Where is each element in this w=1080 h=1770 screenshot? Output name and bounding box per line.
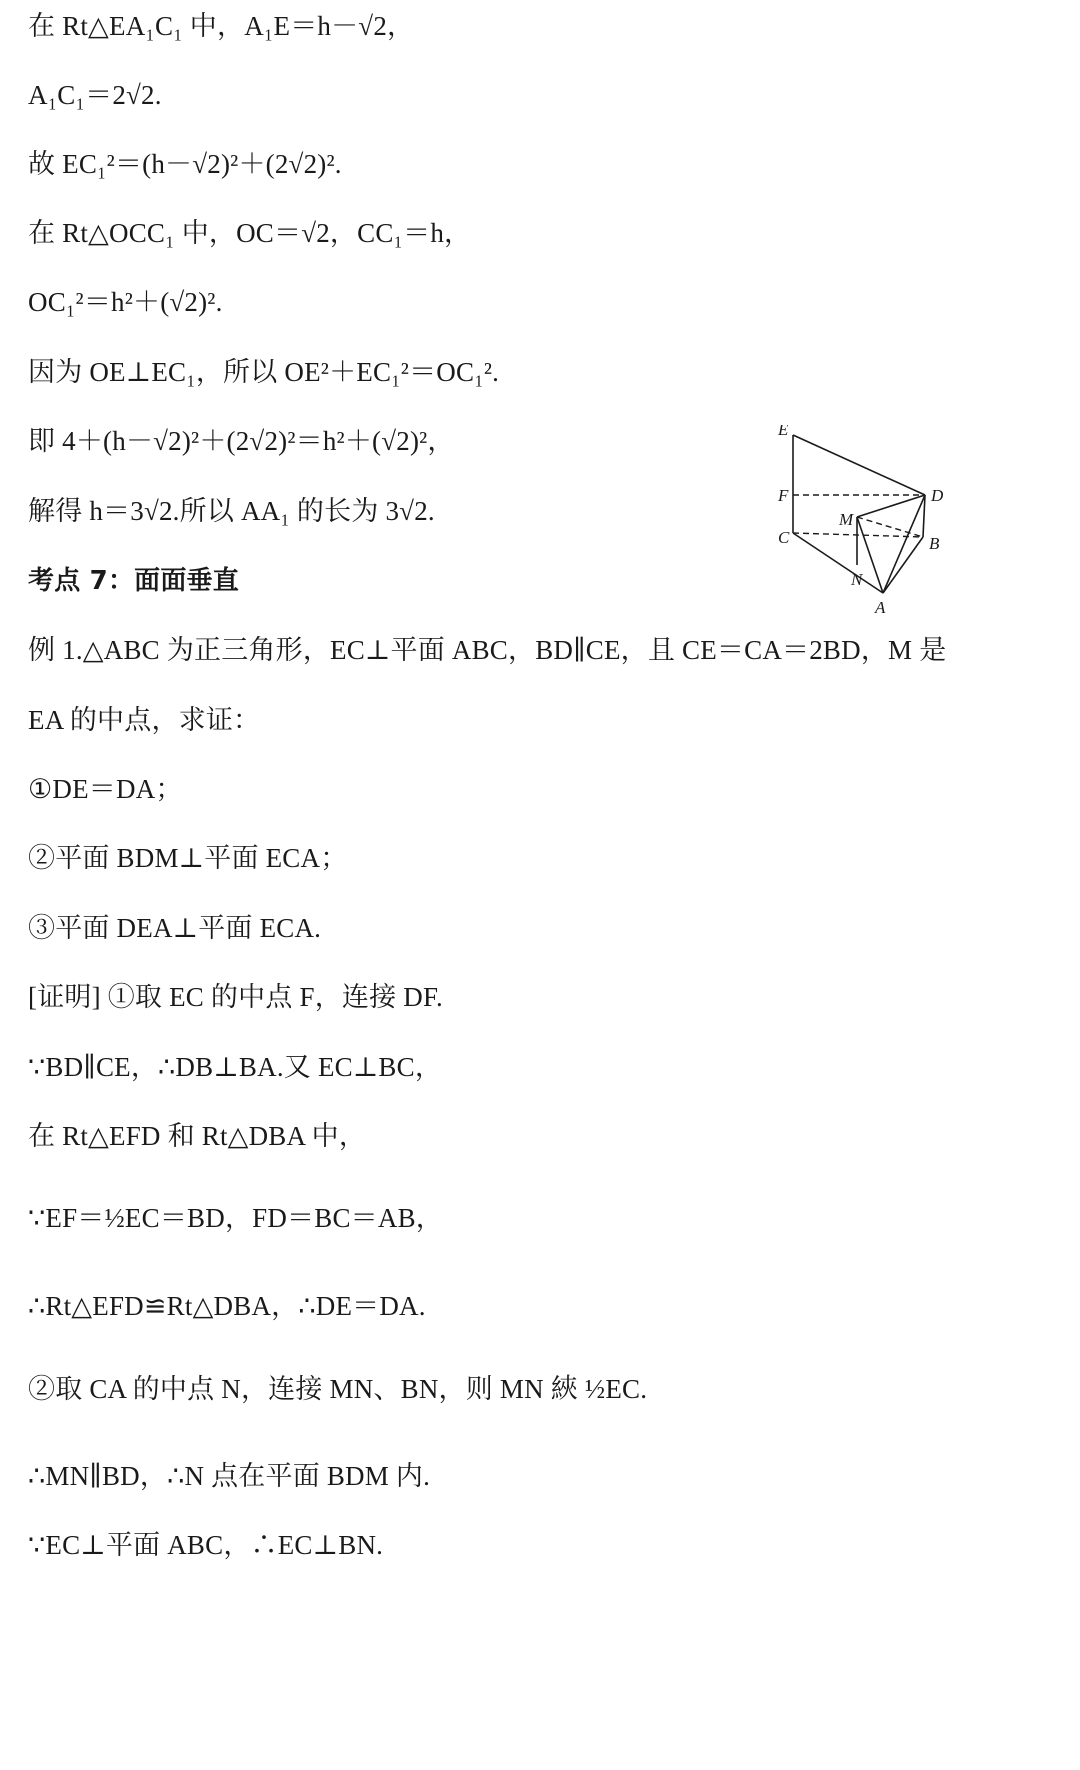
text-line-10: 例 1.△ABC 为正三角形，EC⊥平面 ABC，BD∥CE，且 CE＝CA＝2BD，M 是 [28, 635, 947, 665]
text-line-8: 解得 h＝3√2.所以 AA₁ 的长为 3√2. [28, 496, 435, 526]
label-B: B [929, 534, 940, 553]
geometry-figure [775, 425, 975, 620]
text-line-15: [证明] ①取 EC 的中点 F，连接 DF. [28, 982, 443, 1012]
text-line-1: 在 Rt△EA₁C₁ 中，A₁E＝h－√2， [28, 11, 415, 41]
text-line-17: 在 Rt△EFD 和 Rt△DBA 中， [28, 1121, 367, 1151]
label-C: C [778, 528, 790, 547]
label-A: A [875, 598, 886, 617]
text-line-21: ∴MN∥BD，∴N 点在平面 BDM 内. [28, 1461, 431, 1491]
label-M: M [839, 510, 854, 529]
text-line-18: ∵EF＝½EC＝BD，FD＝BC＝AB， [28, 1203, 443, 1233]
label-F: F [778, 486, 789, 505]
text-line-19: ∴Rt△EFD≌Rt△DBA，∴DE＝DA. [28, 1291, 426, 1321]
text-line-20: ②取 CA 的中点 N，连接 MN、BN，则 MN 綊 ½EC. [28, 1374, 648, 1404]
label-E: E [778, 425, 789, 439]
text-line-2: A₁C₁＝2√2. [28, 80, 162, 110]
text-line-11: EA 的中点，求证： [28, 705, 261, 735]
text-line-14: ③平面 DEA⊥平面 ECA. [28, 913, 322, 943]
label-D: D [931, 486, 944, 505]
label-N: N [851, 570, 863, 589]
text-line-5: OC₁²＝h²＋(√2)². [28, 287, 223, 317]
text-line-13: ②平面 BDM⊥平面 ECA； [28, 843, 348, 873]
text-line-6: 因为 OE⊥EC₁，所以 OE²＋EC₁²＝OC₁². [28, 357, 500, 387]
text-line-22: ∵EC⊥平面 ABC，∴EC⊥BN. [28, 1530, 384, 1560]
text-line-3: 故 EC₁²＝(h－√2)²＋(2√2)². [28, 149, 342, 179]
text-line-16: ∵BD∥CE，∴DB⊥BA.又 EC⊥BC， [28, 1052, 443, 1082]
text-line-7: 即 4＋(h－√2)²＋(2√2)²＝h²＋(√2)²， [28, 426, 455, 456]
text-line-4: 在 Rt△OCC₁ 中，OC＝√2，CC₁＝h， [28, 218, 472, 248]
text-line-12: ①DE＝DA； [28, 774, 183, 804]
section-heading: 考点 7：面面垂直 [28, 566, 239, 596]
